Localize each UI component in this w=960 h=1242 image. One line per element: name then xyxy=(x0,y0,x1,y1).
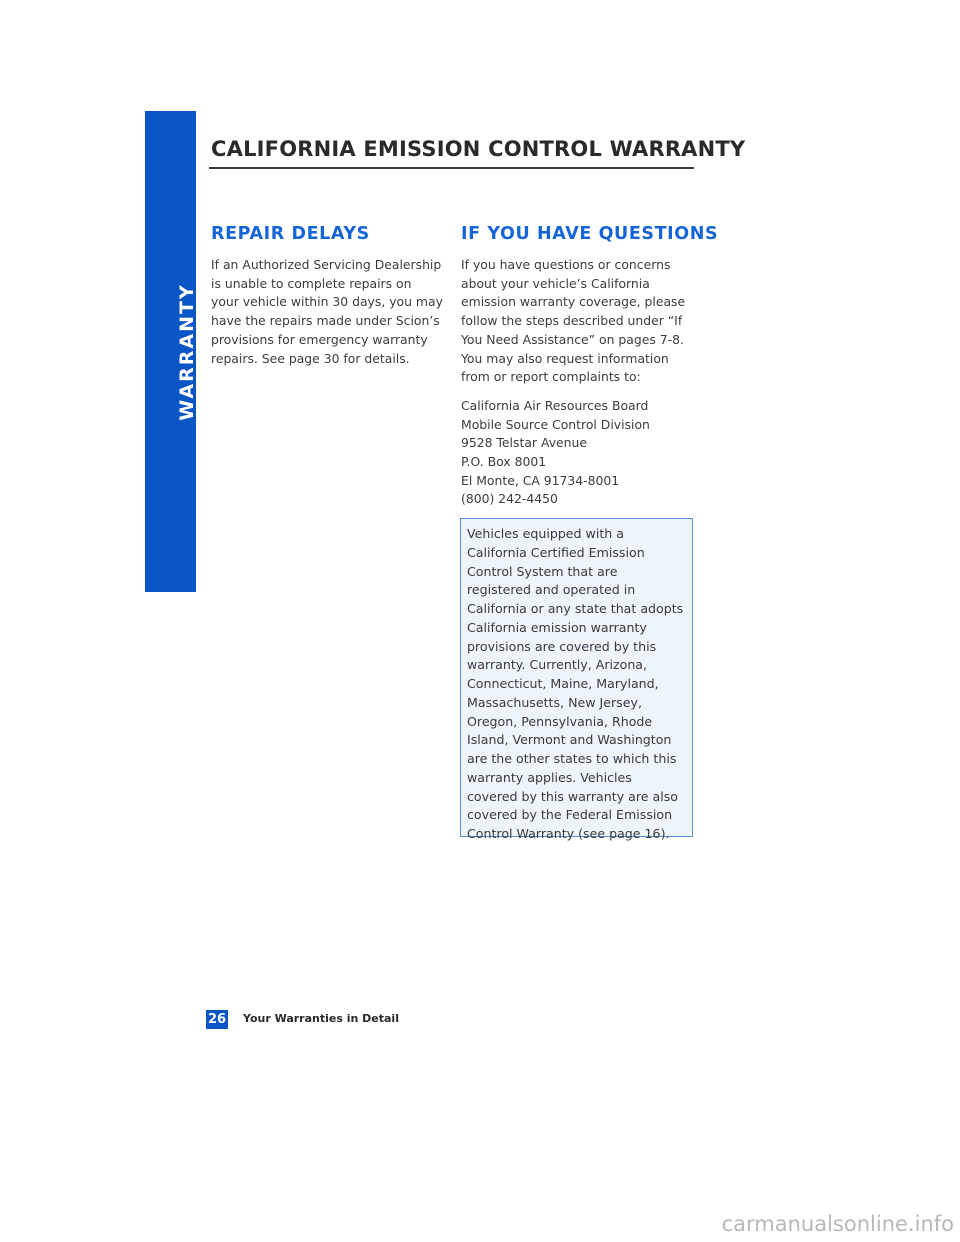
phone-number: (800) 242-4450 xyxy=(461,491,558,507)
footer-text: Your Warranties in Detail xyxy=(243,1012,399,1025)
questions-body: If you have questions or concerns about your vehicle’s California emission warranty coverage, please follow the steps described under “If You Need Assistance” on pages 7-8. You may also request information from or report complaints to: xyxy=(461,257,686,385)
contact-address xyxy=(461,397,695,509)
note-box xyxy=(460,518,693,841)
repair-delays-heading: REPAIR DELAYS xyxy=(211,224,370,244)
watermark: carmanualsonline.info xyxy=(721,1212,954,1236)
page-title: CALIFORNIA EMISSION CONTROL WARRANTY xyxy=(211,137,746,161)
title-divider xyxy=(209,167,694,169)
questions-heading: IF YOU HAVE QUESTIONS xyxy=(461,224,719,244)
questions-section xyxy=(461,224,719,509)
repair-delays-section xyxy=(211,224,443,368)
side-tab-label: WARRANTY xyxy=(176,283,198,421)
repair-delays-body: If an Authorized Servicing Dealership is unable to complete repairs on your vehicle within 30 days, you may have the repairs made under Scion’s provisions for emergency warranty repairs. See page 30 for details. xyxy=(211,257,443,366)
address-line: El Monte, CA 91734-8001 xyxy=(461,472,620,488)
address-line: P.O. Box 8001 xyxy=(461,454,547,470)
address-line: Mobile Source Control Division xyxy=(461,416,650,432)
page-number: 26 xyxy=(207,1012,227,1027)
address-line: California Air Resources Board xyxy=(461,397,649,413)
address-line: 9528 Telstar Avenue xyxy=(461,435,587,451)
note-text: Vehicles equipped with a California Certified Emission Control System that are registered and operated in California or any state that adopts California emission warranty provisions are covered by this warranty. Currently, Arizona, Connecticut, Maine, Maryland, Massachusetts, New Jersey, Oregon, Pennsylvania, Rhode Island, Vermont and Washington are the other states to which this warranty applies. Vehicles covered by this warranty are also covered by the Federal Emission Control Warranty (see page 16). xyxy=(467,526,684,841)
